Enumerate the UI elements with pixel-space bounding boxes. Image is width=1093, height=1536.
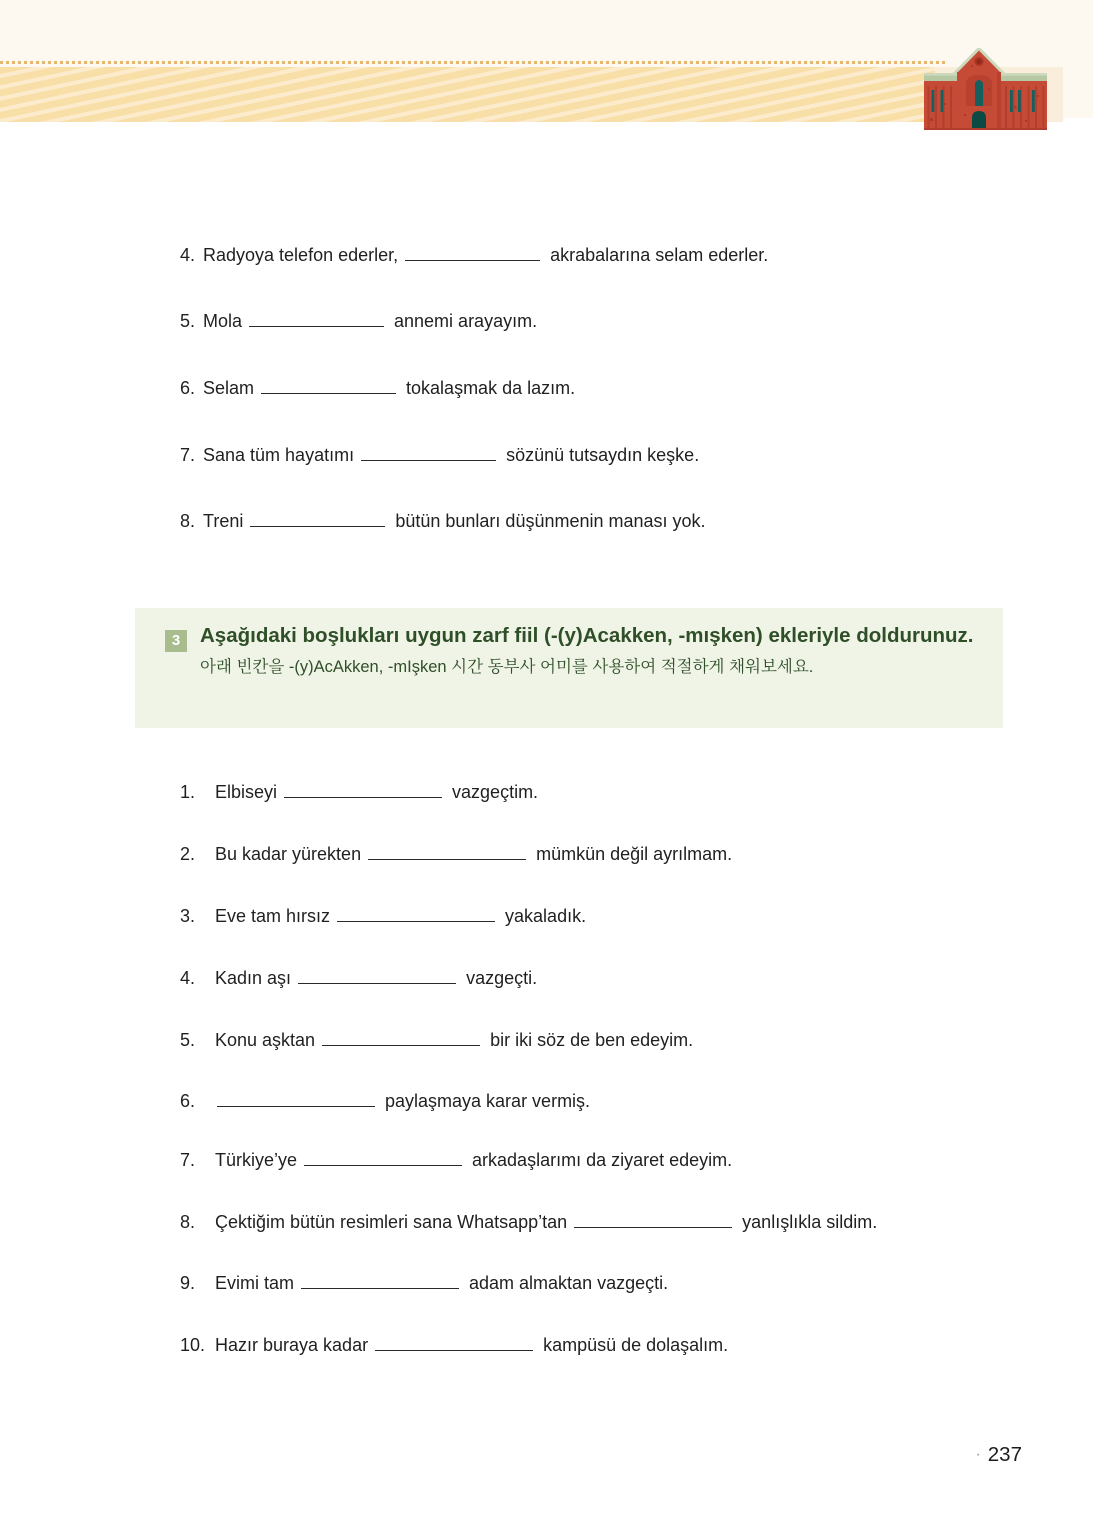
exercise3-item-3 xyxy=(180,905,1020,927)
exercise3-item-9 xyxy=(180,1272,1020,1294)
item-text-pre: Evimi tam xyxy=(215,1273,295,1293)
item-text-pre: Hazır buraya kadar xyxy=(215,1335,369,1355)
item-text-post: vazgeçtim. xyxy=(452,782,539,802)
exercise3-item-5 xyxy=(180,1029,1020,1051)
item-number: 6. xyxy=(180,1091,196,1111)
item-text-pre: Radyoya telefon ederler, xyxy=(203,245,399,265)
item-text-pre: Elbiseyi xyxy=(215,782,278,802)
item-number: 4. xyxy=(180,968,196,988)
page-number: 237 xyxy=(987,1443,1022,1466)
exercise3-subtitle-korean: 아래 빈칸을 -(y)AcAkken, -mIşken 시간 동부사 어미를 사용하여 적절하게 채워보세요. xyxy=(200,658,814,676)
item-number: 8. xyxy=(180,1212,196,1232)
item-text-post: yanlışlıkla sildim. xyxy=(742,1212,878,1232)
exercise3-instructions xyxy=(200,622,977,679)
fill-in-blank xyxy=(574,1214,732,1228)
item-number: 7. xyxy=(180,1150,196,1170)
item-text-post: akrabalarına selam ederler. xyxy=(550,245,769,265)
exercise3-item-2 xyxy=(180,843,1020,865)
exercise3-item-7 xyxy=(180,1149,1020,1171)
exercise2-item-5 xyxy=(180,310,1020,332)
fill-in-blank xyxy=(217,1093,375,1107)
item-number: 5. xyxy=(180,311,196,331)
item-text-post: arkadaşlarımı da ziyaret edeyim. xyxy=(472,1150,733,1170)
item-text-pre: Treni xyxy=(203,511,244,531)
exercise2-item-4 xyxy=(180,244,1020,266)
exercise3-item-4 xyxy=(180,967,1020,989)
item-number: 7. xyxy=(180,445,196,465)
exercise3-item-1 xyxy=(180,781,1020,803)
exercise3-item-10 xyxy=(180,1334,1020,1356)
item-text-post: vazgeçti. xyxy=(466,968,538,988)
exercise3-title: Aşağıdaki boşlukları uygun zarf fiil (-(y)Acakken, -mışken) ekleriyle doldurunuz. xyxy=(200,624,974,647)
item-number: 8. xyxy=(180,511,196,531)
building-icon xyxy=(924,48,1047,130)
item-text-post: yakaladık. xyxy=(505,906,587,926)
item-text-post: annemi arayayım. xyxy=(394,311,538,331)
item-text-pre: Selam xyxy=(203,378,255,398)
item-number: 1. xyxy=(180,782,196,802)
banner-dotted-divider xyxy=(0,61,945,64)
item-text-post: tokalaşmak da lazım. xyxy=(406,378,576,398)
item-text-post: bütün bunları düşünmenin manası yok. xyxy=(395,511,706,531)
fill-in-blank xyxy=(337,908,495,922)
item-text-post: adam almaktan vazgeçti. xyxy=(469,1273,669,1293)
item-text-post: paylaşmaya karar vermiş. xyxy=(385,1091,591,1111)
exercise2-item-8 xyxy=(180,510,1020,532)
fill-in-blank xyxy=(298,970,456,984)
page-number-dot: · xyxy=(975,1446,981,1463)
fill-in-blank xyxy=(250,513,385,527)
item-text-pre: Bu kadar yürekten xyxy=(215,844,362,864)
fill-in-blank xyxy=(261,380,396,394)
item-number: 4. xyxy=(180,245,196,265)
item-text-post: kampüsü de dolaşalım. xyxy=(543,1335,729,1355)
exercise2-item-6 xyxy=(180,377,1020,399)
item-text-pre: Konu aşktan xyxy=(215,1030,316,1050)
fill-in-blank xyxy=(405,247,540,261)
item-number: 9. xyxy=(180,1273,196,1293)
item-text-pre: Mola xyxy=(203,311,243,331)
fill-in-blank xyxy=(301,1275,459,1289)
item-text-post: sözünü tutsaydın keşke. xyxy=(506,445,700,465)
item-text-post: mümkün değil ayrılmam. xyxy=(536,844,733,864)
item-number: 3. xyxy=(180,906,196,926)
fill-in-blank xyxy=(249,313,384,327)
exercise2-item-7 xyxy=(180,444,1020,466)
item-text-pre: Eve tam hırsız xyxy=(215,906,331,926)
exercise-number-badge: 3 xyxy=(165,630,187,652)
fill-in-blank xyxy=(375,1337,533,1351)
exercise3-instruction-box xyxy=(135,608,1003,728)
exercise3-item-8 xyxy=(180,1211,1020,1233)
banner-stripe-band xyxy=(0,67,935,122)
fill-in-blank xyxy=(304,1152,462,1166)
item-text-pre: Kadın aşı xyxy=(215,968,292,988)
item-number: 6. xyxy=(180,378,196,398)
item-text-pre: Sana tüm hayatımı xyxy=(203,445,355,465)
item-number: 5. xyxy=(180,1030,196,1050)
fill-in-blank xyxy=(284,784,442,798)
item-number: 10. xyxy=(180,1335,206,1355)
item-text-pre: Türkiye’ye xyxy=(215,1150,298,1170)
item-text-pre: Çektiğim bütün resimleri sana Whatsapp’tan xyxy=(215,1212,568,1232)
fill-in-blank xyxy=(322,1032,480,1046)
item-text-post: bir iki söz de ben edeyim. xyxy=(490,1030,694,1050)
fill-in-blank xyxy=(368,846,526,860)
item-number: 2. xyxy=(180,844,196,864)
page-footer xyxy=(975,1443,1022,1467)
fill-in-blank xyxy=(361,447,496,461)
exercise3-item-6 xyxy=(180,1090,1020,1112)
